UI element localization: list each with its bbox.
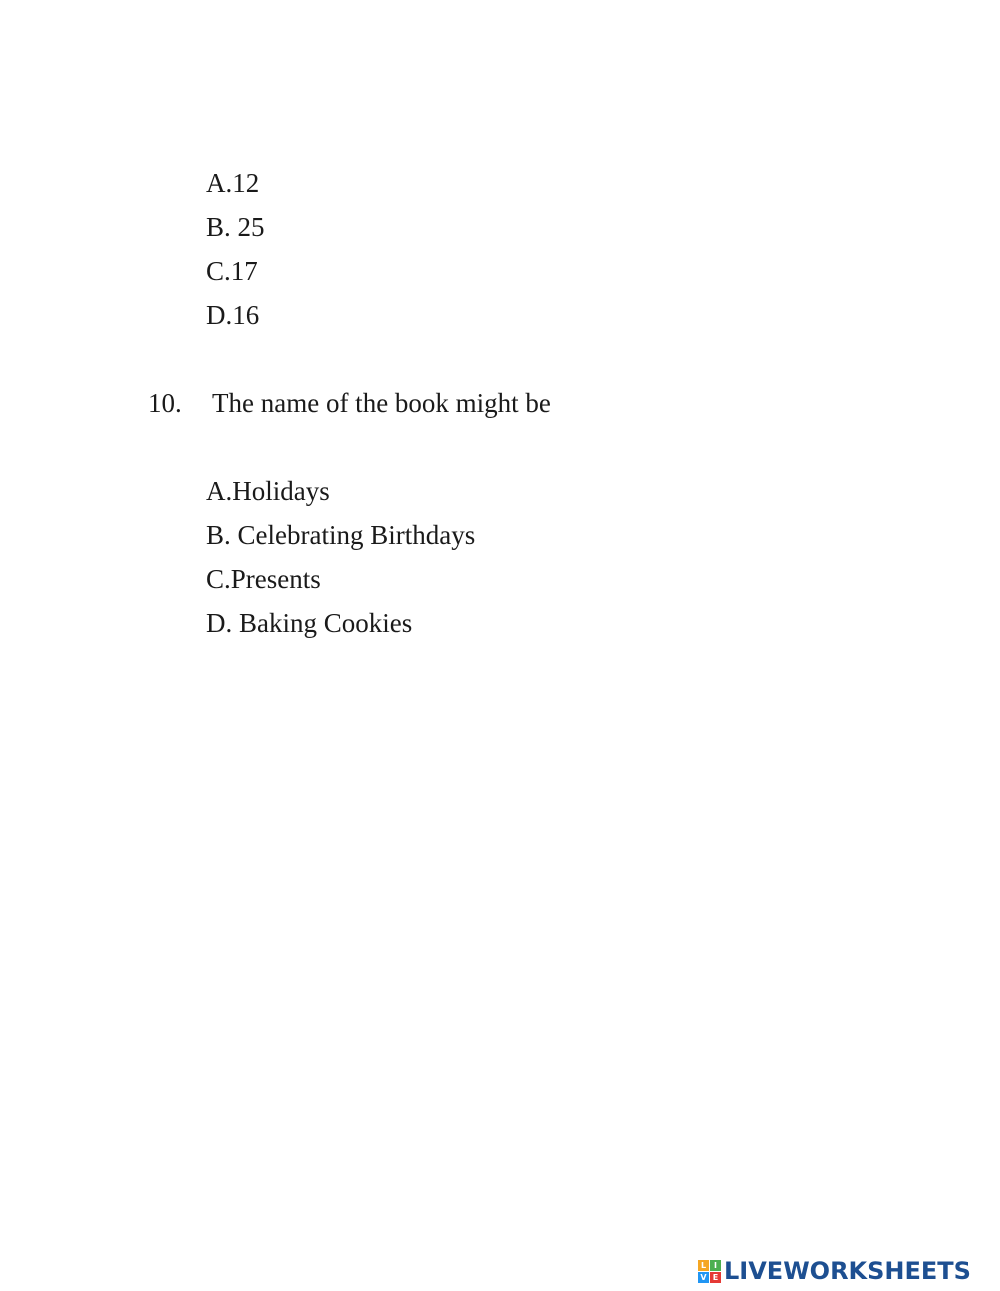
- q10-option-d-text: Baking Cookies: [239, 608, 413, 638]
- q10-option-a: [206, 478, 330, 505]
- logo-mark-letter-2: I: [710, 1260, 721, 1271]
- live-logo-mark-icon: [698, 1260, 721, 1283]
- q10-option-b-letter: B.: [206, 520, 231, 550]
- q9-option-d-text: 16: [232, 300, 260, 330]
- q9-option-d-letter: D.: [206, 300, 233, 330]
- q9-option-a-text: 12: [232, 168, 260, 198]
- q9-option-a: [206, 170, 259, 197]
- q9-option-b-letter: B.: [206, 212, 231, 242]
- logo-text: LIVEWORKSHEETS: [724, 1257, 971, 1285]
- q10-option-c: [206, 566, 321, 593]
- q10-option-b-text: Celebrating Birthdays: [237, 520, 476, 550]
- q10-option-a-text: Holidays: [232, 476, 330, 506]
- q9-option-b: [206, 214, 265, 241]
- q10-option-a-letter: A.: [206, 476, 233, 506]
- q10-option-d: [206, 610, 412, 637]
- q9-option-a-letter: A.: [206, 168, 233, 198]
- q9-option-c-letter: C.: [206, 256, 231, 286]
- q9-option-c: [206, 258, 258, 285]
- q9-option-b-text: 25: [237, 212, 265, 242]
- q10-option-b: [206, 522, 475, 549]
- q10-option-c-text: Presents: [230, 564, 321, 594]
- q10-option-d-letter: D.: [206, 608, 233, 638]
- liveworksheets-logo: [698, 1256, 971, 1286]
- q9-option-d: [206, 302, 259, 329]
- q10-option-c-letter: C.: [206, 564, 231, 594]
- q10-text: The name of the book might be: [212, 388, 551, 418]
- q9-option-c-text: 17: [230, 256, 258, 286]
- logo-mark-letter-4: E: [710, 1272, 721, 1283]
- q10-number: 10.: [148, 388, 182, 418]
- logo-mark-letter-1: L: [698, 1260, 709, 1271]
- logo-mark-letter-3: V: [698, 1272, 709, 1283]
